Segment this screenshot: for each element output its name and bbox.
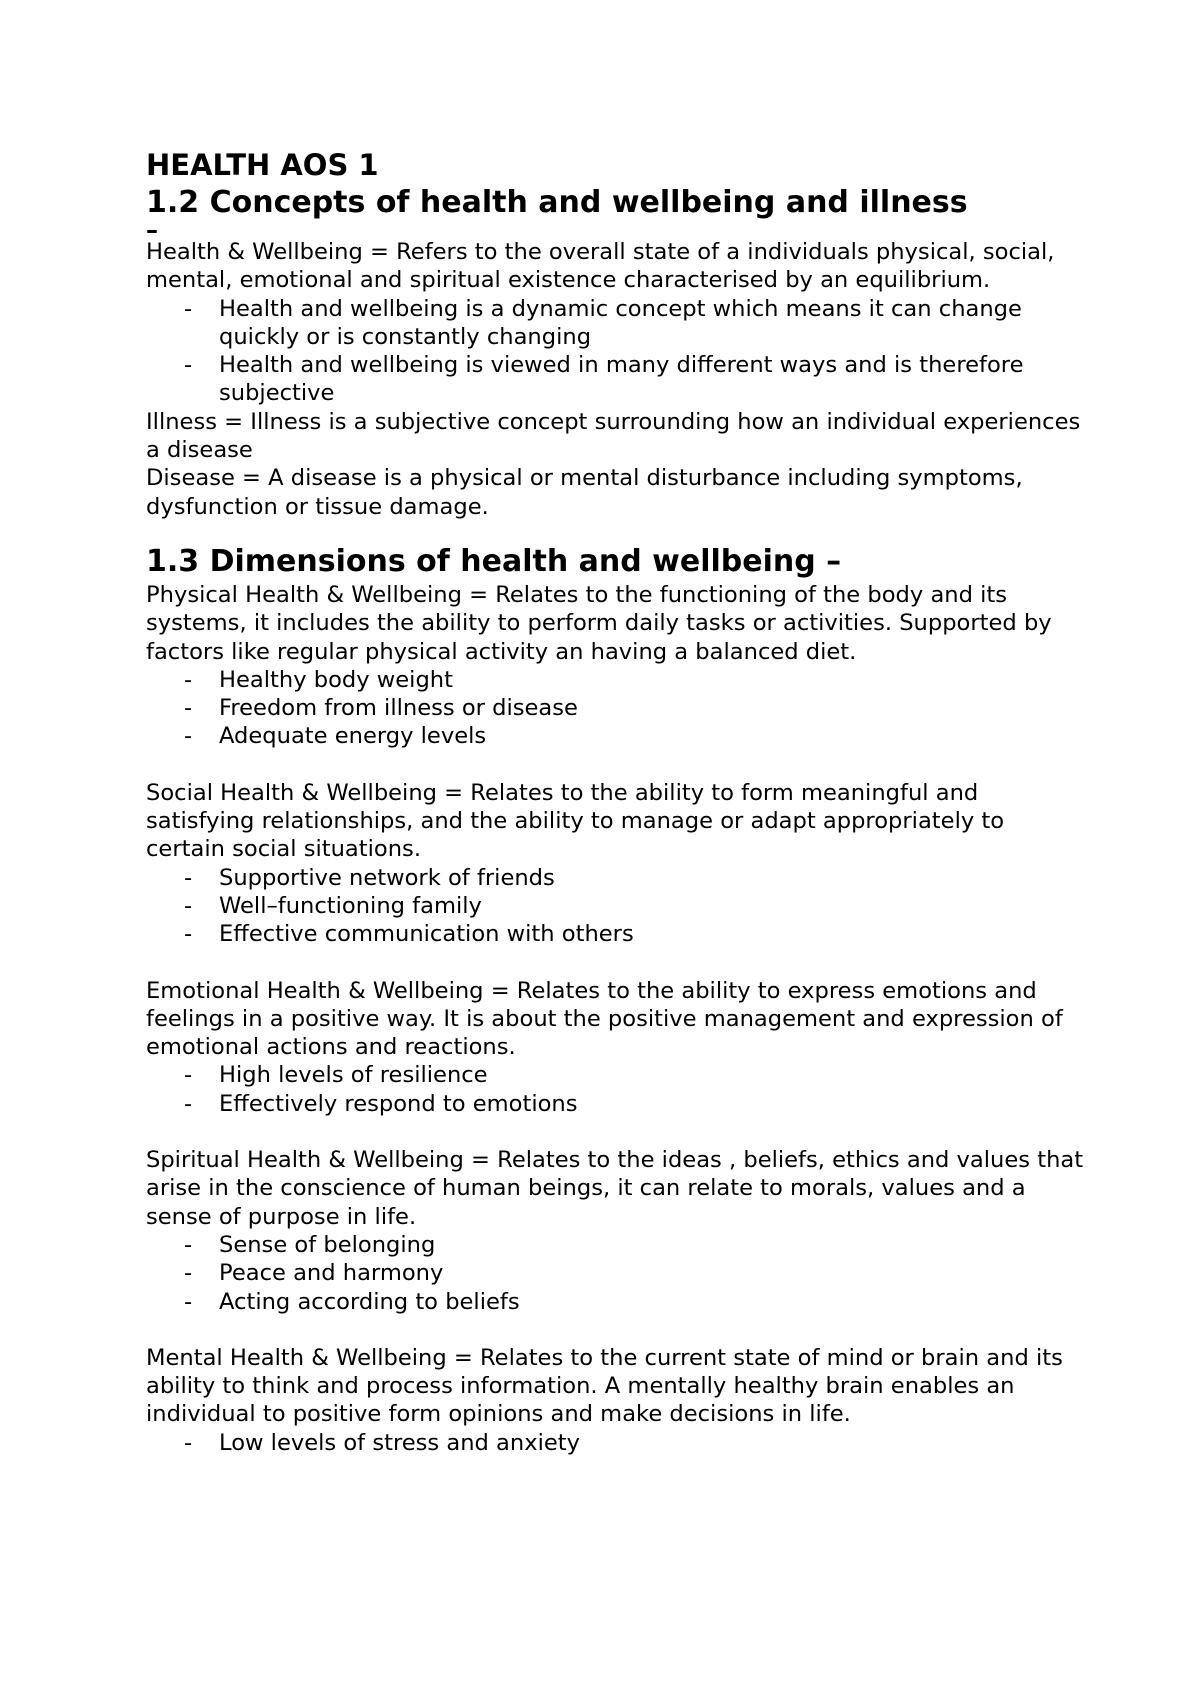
bullet-marker: - bbox=[184, 892, 193, 919]
social-definition: Social Health & Wellbeing = Relates to the ability to form meaningful and satisfying relationships, and the ability to manage or adapt appropriately to certain social situations. bbox=[146, 779, 1005, 863]
list-item: - Health and wellbeing is a dynamic concept which means it can change quickly or is constantly changing bbox=[184, 295, 1022, 350]
bullet-marker: - bbox=[184, 666, 193, 693]
mental-definition: Mental Health & Wellbeing = Relates to the current state of mind or brain and its ability to think and process information. A mentally healthy brain enables an individual to positive form opinions and make decisions in life. bbox=[146, 1344, 1063, 1428]
emotional-definition: Emotional Health & Wellbeing = Relates to the ability to express emotions and feelings in a positive way. It is about the positive management and expression of emotional actions and reactions. bbox=[146, 977, 1063, 1061]
physical-bullet-list bbox=[146, 666, 1086, 751]
bullet-marker: - bbox=[184, 1090, 193, 1117]
emotional-bullet-list bbox=[146, 1061, 1086, 1118]
list-item: - High levels of resilience bbox=[184, 1062, 488, 1089]
section-heading-dash: – bbox=[146, 216, 158, 244]
list-item: - Sense of belonging bbox=[184, 1231, 436, 1258]
list-item: - Health and wellbeing is viewed in many different ways and is therefore subjective bbox=[184, 352, 1024, 407]
bullet-marker: - bbox=[184, 1288, 193, 1315]
list-item: - Peace and harmony bbox=[184, 1260, 444, 1287]
bullet-marker: - bbox=[184, 864, 193, 891]
bullet-marker: - bbox=[184, 295, 193, 322]
list-item: - Low levels of stress and anxiety bbox=[184, 1429, 580, 1456]
health-wellbeing-definition: Health & Wellbeing = Refers to the overall state of a individuals physical, social, mental, emotional and spiritual existence characterised by an equilibrium. bbox=[146, 239, 1055, 294]
document-title: HEALTH AOS 1 bbox=[146, 148, 379, 182]
section-heading-concepts: 1.2 Concepts of health and wellbeing and illness bbox=[146, 185, 968, 220]
disease-definition: Disease = A disease is a physical or mental disturbance including symptoms, dysfunction or tissue damage. bbox=[146, 465, 1023, 520]
bullet-marker: - bbox=[184, 1231, 193, 1258]
bullet-marker: - bbox=[184, 1062, 193, 1089]
bullet-marker: - bbox=[184, 695, 193, 722]
bullet-marker: - bbox=[184, 921, 193, 948]
bullet-marker: - bbox=[184, 352, 193, 379]
bullet-marker: - bbox=[184, 1429, 193, 1456]
list-item: - Effective communication with others bbox=[184, 921, 634, 948]
list-item: - Effectively respond to emotions bbox=[184, 1090, 578, 1117]
physical-definition: Physical Health & Wellbeing = Relates to the functioning of the body and its systems, it includes the ability to perform daily tasks or activities. Supported by factors like regular physical activity an having a balanced diet. bbox=[146, 581, 1052, 665]
document-page bbox=[146, 146, 1086, 1457]
illness-definition: Illness = Illness is a subjective concept surrounding how an individual experiences a disease bbox=[146, 408, 1081, 464]
list-item: - Healthy body weight bbox=[184, 666, 453, 693]
list-item: - Adequate energy levels bbox=[184, 723, 487, 750]
spiritual-bullet-list bbox=[146, 1231, 1086, 1316]
list-item: - Supportive network of friends bbox=[184, 864, 555, 891]
list-item: - Acting according to beliefs bbox=[184, 1288, 520, 1315]
section-heading-dimensions: 1.3 Dimensions of health and wellbeing – bbox=[146, 543, 842, 579]
list-item: - Well–functioning family bbox=[184, 892, 482, 919]
mental-bullet-list bbox=[146, 1429, 1086, 1457]
spiritual-definition: Spiritual Health & Wellbeing = Relates to the ideas , beliefs, ethics and values that arise in the conscience of human beings, it can relate to morals, values and a sense of purpose in life. bbox=[146, 1147, 1084, 1230]
social-bullet-list bbox=[146, 864, 1086, 949]
bullet-marker: - bbox=[184, 723, 193, 750]
concepts-bullet-list bbox=[146, 295, 1086, 408]
bullet-marker: - bbox=[184, 1260, 193, 1287]
list-item: - Freedom from illness or disease bbox=[184, 695, 578, 722]
